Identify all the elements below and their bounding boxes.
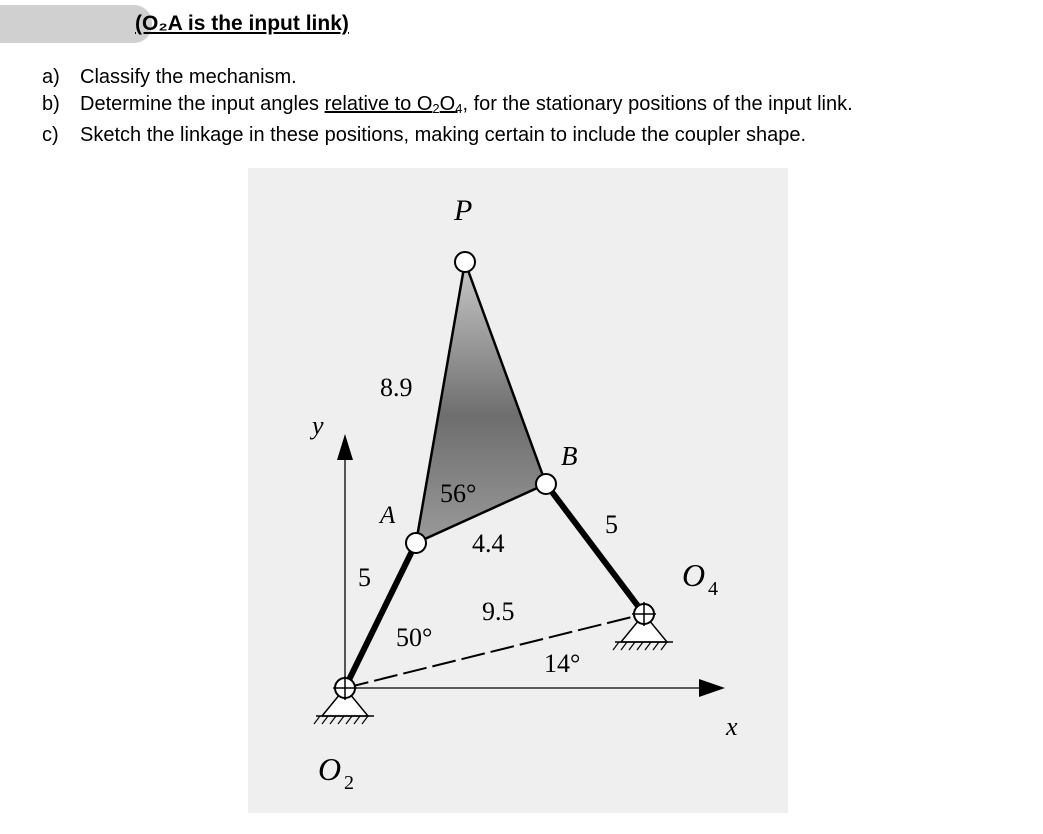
label-o2-letter: O bbox=[318, 751, 342, 787]
question-b bbox=[42, 91, 853, 122]
question-a bbox=[42, 64, 853, 91]
problem-header: (O₂A is the input link) bbox=[135, 12, 349, 35]
question-c-text: Sketch the linkage in these positions, making certain to include the coupler shape. bbox=[80, 124, 806, 146]
redacted-area bbox=[0, 5, 152, 43]
dim-o2a-length: 5 bbox=[358, 563, 371, 592]
dim-coupler-angle: 56° bbox=[440, 479, 477, 508]
question-b-sub2: 4 bbox=[455, 101, 463, 116]
question-a-text: Classify the mechanism. bbox=[80, 66, 297, 88]
question-b-marker: b) bbox=[42, 93, 60, 115]
label-o4-letter: O bbox=[682, 557, 706, 593]
question-c bbox=[42, 122, 853, 149]
question-list bbox=[42, 64, 853, 149]
linkage-figure bbox=[248, 168, 788, 813]
linkage-diagram bbox=[248, 168, 788, 813]
question-b-underlined bbox=[325, 93, 463, 115]
label-y-axis: y bbox=[312, 411, 324, 440]
question-b-text-before: Determine the input angles bbox=[80, 93, 325, 115]
label-o2-sub: 2 bbox=[344, 772, 354, 794]
label-p: P bbox=[454, 194, 473, 227]
joint-b-icon bbox=[536, 474, 556, 494]
label-x-axis: x bbox=[726, 712, 738, 741]
question-c-marker: c) bbox=[42, 124, 59, 146]
question-b-mid: O bbox=[439, 93, 456, 115]
joint-a-icon bbox=[406, 533, 426, 553]
label-b: B bbox=[561, 441, 578, 471]
label-o4-sub: 4 bbox=[708, 578, 718, 600]
dim-ap-length: 8.9 bbox=[380, 373, 413, 402]
point-p-icon bbox=[455, 252, 475, 272]
dim-o2o4-length: 9.5 bbox=[482, 597, 515, 626]
dim-ground-angle: 14° bbox=[544, 649, 581, 678]
dim-o4b-length: 5 bbox=[605, 510, 618, 539]
dim-ab-length: 4.4 bbox=[472, 529, 505, 558]
question-b-underlined-prefix: relative to O bbox=[324, 93, 433, 115]
question-a-marker: a) bbox=[42, 66, 60, 88]
question-b-text-after: , for the stationary positions of the input link. bbox=[462, 93, 853, 115]
label-a: A bbox=[380, 502, 396, 529]
dim-input-angle: 50° bbox=[396, 623, 433, 652]
question-b-sub1: 2 bbox=[432, 101, 440, 116]
